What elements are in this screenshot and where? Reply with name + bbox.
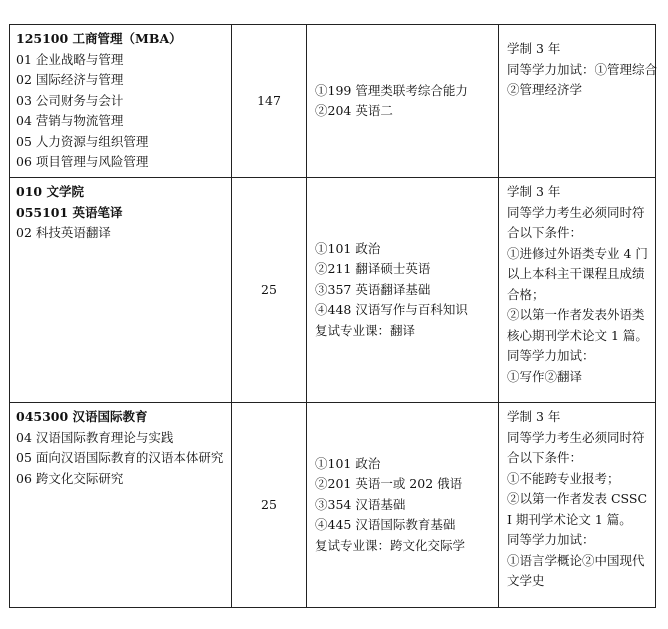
program-header: 055101 英语笔译 — [16, 204, 123, 220]
exam-subject: ①101 政治 — [315, 455, 381, 471]
exam-subject: 复试专业课：翻译 — [315, 322, 416, 338]
program-header: 125100 工商管理（MBA） — [16, 31, 182, 46]
exam-subject: ①199 管理类联考综合能力 — [315, 82, 468, 98]
direction-item: 05 面向汉语国际教育的汉语本体研究 — [16, 450, 224, 465]
notes-cell — [499, 25, 656, 178]
enrollment-count: 25 — [232, 178, 307, 403]
note-line: ①不能跨专业报考； — [507, 470, 620, 486]
note-line: 同等学力加试： — [507, 348, 595, 363]
enrollment-count: 147 — [232, 25, 307, 178]
college-name: 010 文学院 — [16, 184, 84, 199]
direction-item: 06 项目管理与风险管理 — [16, 154, 149, 169]
exam-subject: ④445 汉语国际教育基础 — [315, 517, 456, 533]
note-line: ①语言学概论②中国现代文学史 — [507, 552, 645, 588]
direction-item: 04 汉语国际教育理论与实践 — [16, 429, 174, 445]
direction-item: 01 企业战略与管理 — [16, 51, 124, 67]
note-line: 同等学力考生必须同时符合以下条件： — [507, 204, 645, 240]
direction-item: 02 科技英语翻译 — [16, 225, 111, 240]
exam-subject: ④448 汉语写作与百科知识 — [315, 302, 468, 318]
direction-item: 06 跨文化交际研究 — [16, 470, 124, 486]
notes-cell — [499, 403, 656, 608]
table-row — [10, 403, 656, 608]
exam-subject: ①101 政治 — [315, 240, 381, 256]
program-cell — [10, 403, 232, 608]
note-line: 学制 3 年 — [507, 409, 561, 424]
note-line: 学制 3 年 — [507, 41, 561, 56]
table-row — [10, 25, 656, 178]
note-line: ②管理经济学 — [507, 82, 583, 97]
exam-subjects-cell — [307, 178, 499, 403]
direction-item: 02 国际经济与管理 — [16, 72, 124, 87]
notes-cell — [499, 178, 656, 403]
table-row — [10, 178, 656, 403]
note-line: 学制 3 年 — [507, 184, 561, 199]
program-cell — [10, 25, 232, 178]
exam-subject: ③354 汉语基础 — [315, 496, 406, 512]
exam-subjects-cell — [307, 403, 499, 608]
note-line: ①进修过外语类专业 4 门以上本科主干课程且成绩合格； — [507, 245, 648, 302]
note-line: ①写作②翻译 — [507, 368, 583, 384]
exam-subject: ②204 英语二 — [315, 103, 393, 118]
program-cell — [10, 178, 232, 403]
enrollment-count: 25 — [232, 403, 307, 608]
direction-item: 05 人力资源与组织管理 — [16, 133, 149, 149]
exam-subject: 复试专业课：跨文化交际学 — [315, 537, 466, 553]
note-line: ②以第一作者发表 CSSCI 期刊学术论文 1 篇。 — [507, 491, 648, 527]
note-line: 同等学力考生必须同时符合以下条件： — [507, 429, 645, 465]
program-catalog-table — [9, 24, 656, 608]
exam-subject: ②201 英语一或 202 俄语 — [315, 476, 463, 492]
exam-subjects-cell — [307, 25, 499, 178]
direction-item: 04 营销与物流管理 — [16, 113, 124, 128]
note-line: 同等学力加试： — [507, 532, 595, 547]
note-line: ②以第一作者发表外语类核心期刊学术论文 1 篇。 — [507, 307, 648, 343]
exam-subject: ②211 翻译硕士英语 — [315, 261, 431, 277]
note-line: 同等学力加试：①管理综合 — [507, 61, 658, 77]
exam-subject: ③357 英语翻译基础 — [315, 281, 431, 297]
direction-item: 03 公司财务与会计 — [16, 92, 124, 108]
program-header: 045300 汉语国际教育 — [16, 409, 148, 424]
